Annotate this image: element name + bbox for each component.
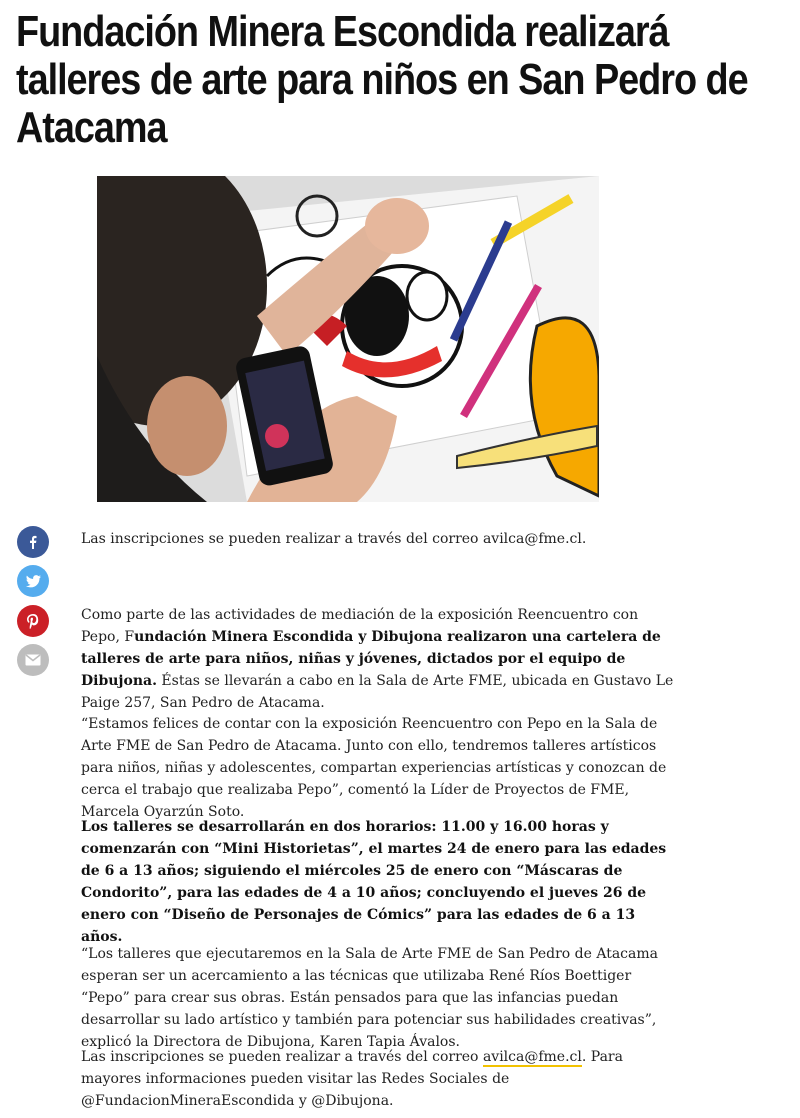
kids-drawing-illustration xyxy=(97,176,599,502)
twitter-icon xyxy=(26,575,41,588)
facebook-icon xyxy=(26,535,40,549)
paragraph-quote-1: “Estamos felices de contar con la exposición Reencuentro con Pepo en la Sala de Arte FME de San Pedro de Atacama. Junto con ello, tendremos talleres artísticos para niños, niñas y adolescentes, compartan experiencias artísticas y conozcan de cerca el trabajo que realizaba Pepo”, comentó la Líder de Proyectos de FME, Marcela Oyarzún Soto. xyxy=(81,716,667,820)
share-facebook-button[interactable] xyxy=(17,526,49,558)
share-pinterest-button[interactable] xyxy=(17,605,49,637)
share-email-button[interactable] xyxy=(17,644,49,676)
paragraph-schedule-bold: Los talleres se desarrollarán en dos horarios: 11.00 y 16.00 horas y comenzarán con “Mini Historietas”, el martes 24 de enero para las edades de 6 a 13 años; siguiendo el miércoles 25 de enero con “Máscaras de Condorito”, para las edades de 4 a 10 años; concluyendo el jueves 26 de enero con “Diseño de Personajes de Cómics” para las edades de 6 a 13 años. xyxy=(81,819,667,945)
email-icon xyxy=(25,654,41,666)
email-link[interactable]: avilca@fme.cl xyxy=(482,1049,582,1065)
registration-text-end: . Para mayores informaciones pueden visitar las Redes Sociales de @FundacionMineraEscondida y @Dibujona. xyxy=(81,1049,623,1109)
paragraph-registration xyxy=(81,1046,681,1112)
article-image xyxy=(97,176,599,502)
paragraph-quote-2: “Los talleres que ejecutaremos en la Sala de Arte FME de San Pedro de Atacama esperan ser un acercamiento a las técnicas que utilizaba René Ríos Boettiger “Pepo” para crear sus obras. Están pensados para que las infancias puedan desarrollar su lado artístico y también para potenciar sus habilidades creativas”, explicó la Directora de Dibujona, Karen Tapia Ávalos. xyxy=(81,946,658,1050)
image-caption: Las inscripciones se pueden realizar a través del correo avilca@fme.cl. xyxy=(81,531,587,547)
paragraph-intro xyxy=(81,604,681,714)
paragraph-intro-bold: undación Minera Escondida y Dibujona realizaron una cartelera de talleres de arte para niños, niñas y jóvenes, dictados por el equipo de Dibujona. xyxy=(81,629,661,689)
pinterest-icon xyxy=(27,614,39,629)
paragraph-schedule xyxy=(81,816,681,948)
paragraph-intro-text: Como parte de las actividades de mediación de la exposición Reencuentro con Pepo, F xyxy=(81,607,639,645)
share-twitter-button[interactable] xyxy=(17,565,49,597)
registration-text: Las inscripciones se pueden realizar a través del correo xyxy=(81,1049,483,1065)
article-title: Fundación Minera Escondida realizará talleres de arte para niños en San Pedro de Atacama xyxy=(16,7,748,152)
paragraph-intro-text-end: Éstas se llevarán a cabo en la Sala de Arte FME, ubicada en Gustavo Le Paige 257, San Pedro de Atacama. xyxy=(81,673,674,711)
